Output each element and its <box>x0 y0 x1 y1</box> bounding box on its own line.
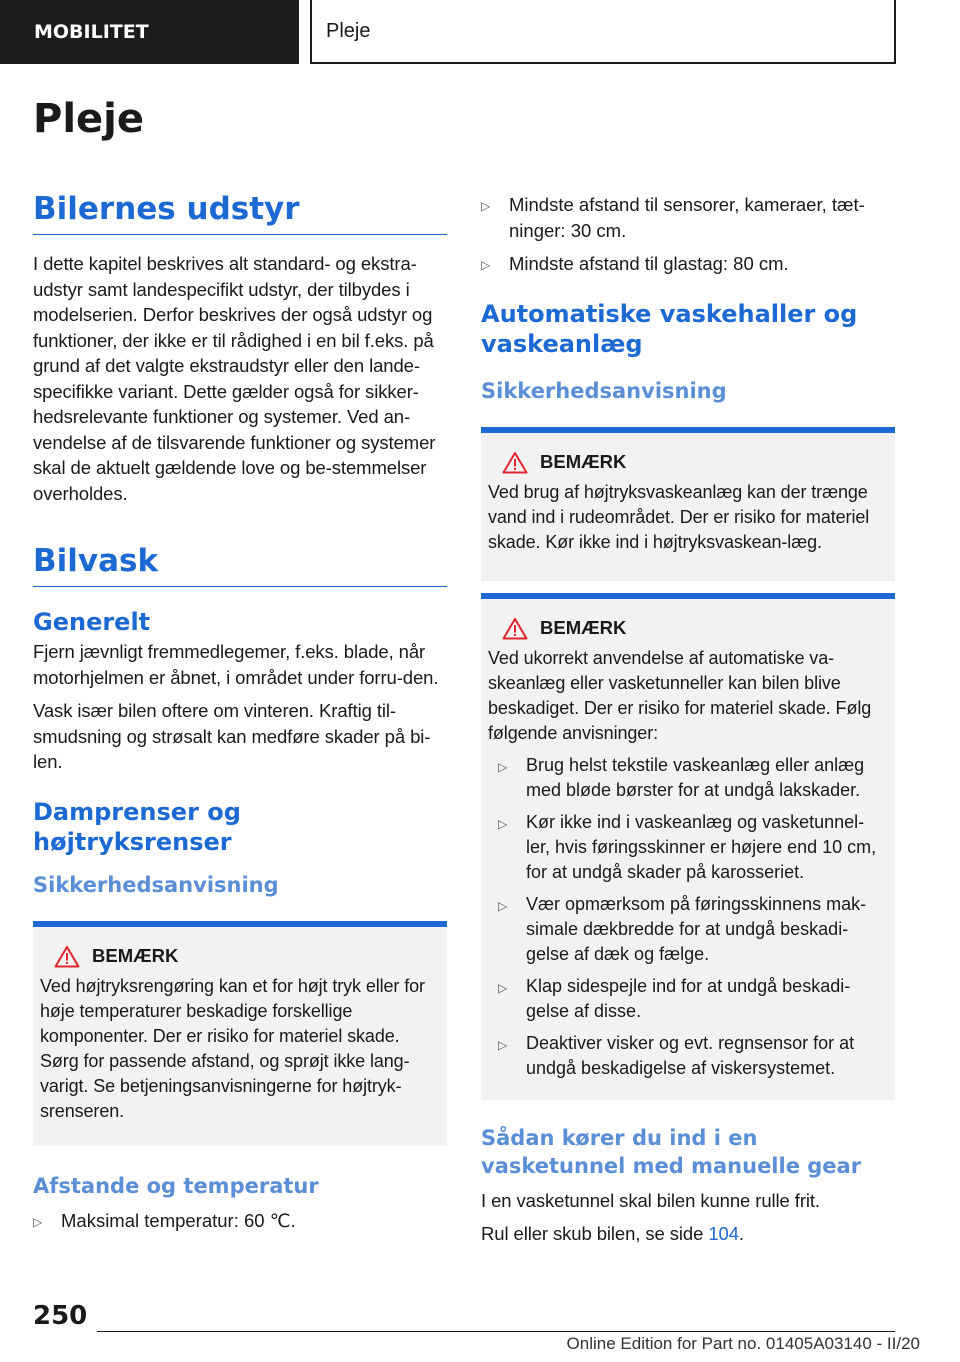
left-column <box>33 190 447 1243</box>
heading-generelt: Generelt <box>33 608 151 636</box>
paragraph-tunnel-2 <box>481 1221 895 1247</box>
heading-sikkerhed-right: Sikkerhedsanvisning <box>481 378 727 403</box>
heading-bilernes-udstyr: Bilernes udstyr <box>33 190 447 235</box>
triangle-right-icon: ▷ <box>481 199 491 213</box>
paragraph-generelt-2: Vask især bilen oftere om vinteren. Kraftig til-smudsning og strøsalt kan medføre skader på bi-len. <box>33 700 431 772</box>
header-section-tab: MOBILITET <box>0 0 299 64</box>
footer-edition: Online Edition for Part no. 01405A03140 - II/20 <box>566 1334 920 1353</box>
header-chapter-tab: Pleje <box>310 0 896 64</box>
heading-sikkerhed-left: Sikkerhedsanvisning <box>33 872 279 897</box>
right-column <box>481 192 895 1255</box>
triangle-right-icon: ▷ <box>481 258 491 272</box>
notice-text: Ved brug af højtryksvaskeanlæg kan der trænge vand ind i rudeområdet. Der er risiko for materiel skade. Kør ikke ind i højtryksvaskean-læg. <box>488 481 870 552</box>
list-item-text: Maksimal temperatur: 60 ℃. <box>61 1209 296 1231</box>
list-item <box>488 892 887 967</box>
paragraph-bilernes-udstyr: I dette kapitel beskrives alt standard- og ekstra-udstyr samt landespecifikt udstyr, der tilbydes i modelserien. Derfor beskrives der også udstyr og funktioner, der ikke er til rådighed i en bil f.eks. på grund af det valgte ekstraudstyr eller den lande-specifikke variant. Dette gælder også for sikker-hedsrelevante funktioner og systemer. Ved an-vendelse af de tilsvarende funktioner og systemer skal de aktuelt gældende love og be-stemmelser overholdes. <box>33 253 436 504</box>
list-item <box>481 251 895 279</box>
notice-box-vaskeanlaeg <box>481 593 895 1100</box>
heading-damprenser: Damprenser og højtryksrenser <box>33 797 241 856</box>
paragraph-generelt-1: Fjern jævnligt fremmedlegemer, f.eks. blade, når motorhjelmen er åbnet, i området under forru-den. <box>33 641 439 688</box>
notice-text: Ved højtryksrengøring kan et for højt tryk eller for høje temperaturer beskadige forskellige komponenter. Der er risiko for materiel skade. Sørg for passende afstand, og sprøjt ikke lang-varigt. Se betjeningsanvisningerne for højtryk-srenseren. <box>40 975 425 1121</box>
list-item <box>488 753 887 803</box>
paragraph-tunnel-2-text: Rul eller skub bilen, se side <box>481 1223 709 1244</box>
triangle-right-icon: ▷ <box>33 1214 43 1229</box>
warning-triangle-icon <box>502 617 528 640</box>
warning-triangle-icon <box>54 945 80 968</box>
list-item-text: Kør ikke ind i vaskeanlæg og vasketunnel-ler, hvis føringsskinner er højere end 10 cm, for at undgå skader på karosseriet. <box>526 811 877 882</box>
triangle-right-icon: ▷ <box>498 898 508 913</box>
notice-title: BEMÆRK <box>540 451 627 472</box>
list-item-text: Deaktiver visker og evt. regnsensor for at undgå beskadigelse af viskersystemet. <box>526 1032 855 1078</box>
list-item <box>488 974 887 1024</box>
warning-triangle-icon <box>502 451 528 474</box>
notice-header <box>488 617 887 640</box>
page-title: Pleje <box>33 96 144 142</box>
list-item <box>488 810 887 885</box>
paragraph-tunnel-1: I en vasketunnel skal bilen kunne rulle frit. <box>481 1189 820 1211</box>
triangle-right-icon: ▷ <box>498 816 508 831</box>
heading-afstande: Afstande og temperatur <box>33 1173 319 1198</box>
notice-header <box>40 945 439 968</box>
heading-bilvask: Bilvask <box>33 542 447 587</box>
list-item <box>481 192 895 243</box>
list-item-text: Vær opmærksom på føringsskinnens mak-simale dækbredde for at undgå beskadi-gelse af dæk og fælge. <box>526 893 867 964</box>
heading-vasketunnel: Sådan kører du ind i en vasketunnel med manuelle gear <box>481 1125 862 1178</box>
notice-box-hojtryk <box>481 427 895 581</box>
footer-divider <box>97 1331 895 1332</box>
list-item-text: Klap sidespejle ind for at undgå beskadi-gelse af disse. <box>526 975 851 1021</box>
list-item <box>488 1031 887 1081</box>
triangle-right-icon: ▷ <box>498 759 508 774</box>
heading-automatiske-vaskehaller: Automatiske vaskehaller og vaskeanlæg <box>481 299 858 358</box>
list-item-text: Mindste afstand til glastag: 80 cm. <box>509 253 789 274</box>
page-reference-link[interactable]: 104 <box>708 1223 739 1244</box>
list-item <box>33 1208 447 1236</box>
triangle-right-icon: ▷ <box>498 980 508 995</box>
notice-box-damp <box>33 921 447 1146</box>
notice-header <box>488 451 887 474</box>
page-number: 250 <box>33 1301 88 1331</box>
triangle-right-icon: ▷ <box>498 1037 508 1052</box>
list-item-text: Mindste afstand til sensorer, kameraer, tæt-ninger: 30 cm. <box>509 194 865 241</box>
list-item-text: Brug helst tekstile vaskeanlæg eller anlæg med bløde børster for at undgå lakskader. <box>526 754 865 800</box>
notice-title: BEMÆRK <box>92 945 179 966</box>
paragraph-tunnel-2-end: . <box>738 1223 744 1244</box>
notice-title: BEMÆRK <box>540 617 627 638</box>
notice-text: Ved ukorrekt anvendelse af automatiske va-skeanlæg eller vasketunneller kan bilen blive beskadiget. Der er risiko for materiel skade. Følg følgende anvisninger: <box>488 647 872 743</box>
